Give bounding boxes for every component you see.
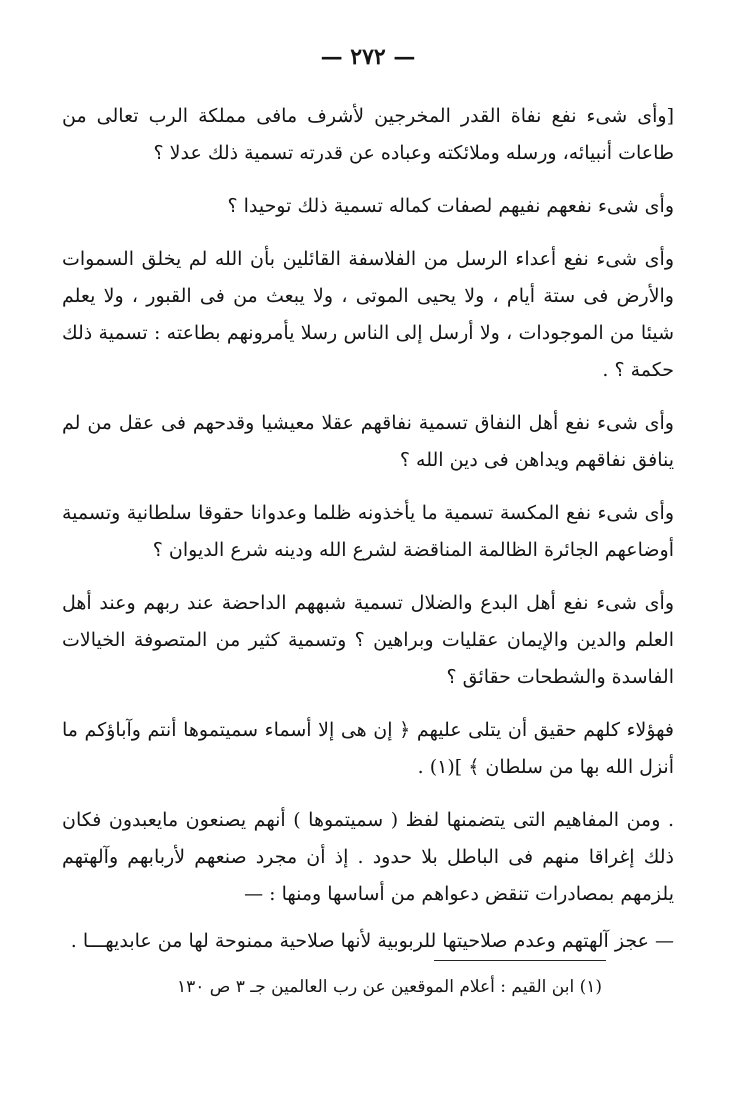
- footnote-divider: [434, 960, 606, 961]
- paragraph-attribute-deniers: وأى شىء نفعهم نفيهم لصفات كماله تسمية ذلك توحيدا ؟: [227, 195, 674, 217]
- paragraph-hypocrites: وأى شىء نفع أهل النفاق تسمية نفاقهم عقلا معيشيا وقدحهم فى عقل من لم ينافق نفاقهم ويداهن فى دين الله ؟: [62, 412, 674, 471]
- paragraph-quran-quote: فهؤلاء كلهم حقيق أن يتلى عليهم ﴿ إن هى إلا أسماء سميتموها أنتم وآباؤكم ما أنزل الله بها من سلطان ﴾ ](١) .: [62, 719, 674, 778]
- paragraph-qadar-deniers: [وأى شىء نفع نفاة القدر المخرجين لأشرف مافى مملكة الرب تعالى من طاعات أنبيائه، ورسله وملائكته وعباده عن قدرته تسمية ذلك عدلا ؟: [62, 105, 674, 164]
- paragraph-tax-collectors: وأى شىء نفع المكسة تسمية ما يأخذونه ظلما وعدوانا حقوقا سلطانية وتسمية أوضاعهم الجائرة الظالمة المناقضة لشرع الله ودينه شرع الديوان ؟: [62, 502, 674, 561]
- paragraph-gods-incapacity: — عجز آلهتهم وعدم صلاحيتها للربوبية لأنها صلاحية ممنوحة لها من عابديهـــا .: [70, 930, 674, 952]
- body-text: [62, 98, 674, 976]
- paragraph-named-concepts: . ومن المفاهيم التى يتضمنها لفظ ( سميتموها ) أنهم يصنعون مايعبدون فكان ذلك إغراقا منهم فى الباطل بلا حدود . إذ أن مجرد صنعهم لأربابهم وآلهتهم يلزمهم بمصادرات تنقض دعواهم من أساسها ومنها : —: [62, 809, 674, 905]
- paragraph-innovators: وأى شىء نفع أهل البدع والضلال تسمية شبههم الداحضة عند ربهم وعند أهل العلم والدين والإيمان عقليات وبراهين ؟ وتسمية كثير من المتصوفة الخيالات الفاسدة والشطحات حقائق ؟: [62, 592, 674, 688]
- page-number: — ٢٧٢ —: [320, 44, 416, 70]
- paragraph-philosophers: وأى شىء نفع أعداء الرسل من الفلاسفة القائلين بأن الله لم يخلق السموات والأرض فى ستة أيام ، ولا يحيى الموتى ، ولا يبعث من فى القبور ، ولا يعلم شيئا من الموجودات ، ولا أرسل إلى الناس رسلا يأمرونهم بطاعته : تسمية ذلك حكمة ؟ .: [62, 248, 674, 381]
- footnote: (١) ابن القيم : أعلام الموقعين عن رب العالمين جـ ٣ ص ١٣٠: [176, 977, 602, 997]
